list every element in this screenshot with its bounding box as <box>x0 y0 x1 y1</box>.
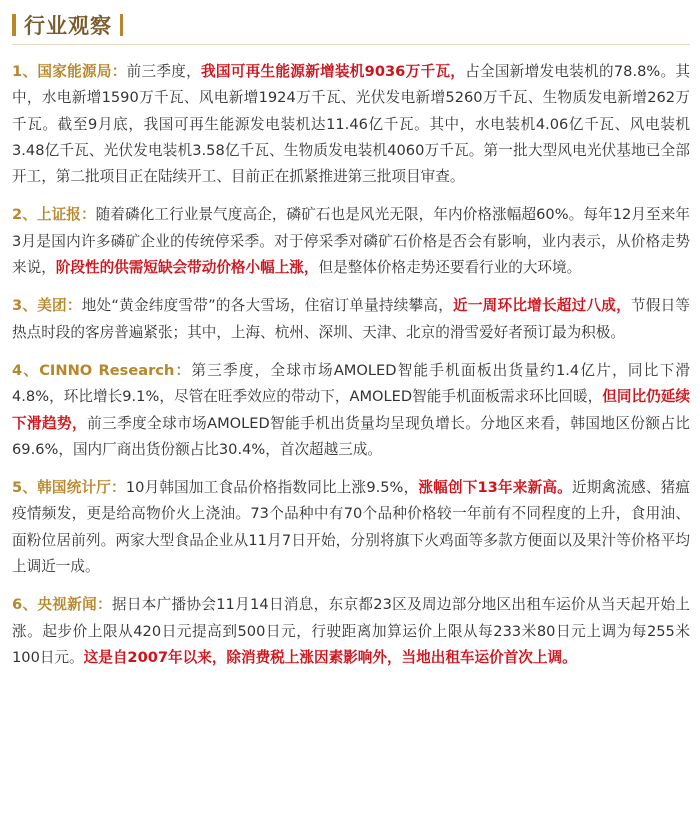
news-item <box>12 293 690 346</box>
highlight-text: 阶段性的供需短缺会带动价格小幅上涨， <box>55 259 319 277</box>
news-item <box>12 475 690 580</box>
body-text: 前三季度全球市场AMOLED智能手机出货量均呈现负增长。分地区来看，韩国地区份额占比69.6%，国内厂商出货份额占比30.4%，首次超越三成。 <box>12 414 690 458</box>
news-source: 1、国家能源局： <box>12 63 127 80</box>
body-text: 占全国新增发电装机的78.8%。其中，水电新增1590万千瓦、风电新增1924万千瓦、光伏发电新增5260万千瓦、生物质发电新增262万千瓦。截至9月底，我国可再生能源发电装机达11.46亿千瓦。其中，水电装机4.06亿千瓦、风电装机3.48亿千瓦、光伏发电装机3.58亿千瓦、生物质发电装机4060万千瓦。第一批大型风电光伏基地已全部开工，第二批项目正在陆续开工、目前正在抓紧推进第三批项目审查。 <box>12 63 690 186</box>
news-list <box>12 59 690 671</box>
body-text: 前三季度， <box>126 63 201 80</box>
news-item <box>12 59 690 190</box>
news-item <box>12 358 690 463</box>
highlight-text: 近一周环比增长超过八成， <box>453 297 631 315</box>
body-text: 近期禽流感、猪瘟疫情频发，更是给高物价火上浇油。73个品种中有70个品种价格较一年前有不同程度的上升，食用油、面粉位居前列。两家大型食品企业从11月7日开始，分别将旗下火鸡面等多款方便面以及果汁等价格平均上调近一成。 <box>12 479 690 576</box>
body-text: 据日本广播协会11月14日消息，东京都23区及周边部分地区出租车运价从当天起开始上涨。起步价上限从420日元提高到500日元，行驶距离加算运价上限从每233米80日元上调为每255米100日元。 <box>12 596 691 666</box>
highlight-text: 这是自2007年以来，除消费税上涨因素影响外，当地出租车运价首次上调。 <box>83 648 577 666</box>
section-header <box>12 6 690 45</box>
news-source: 5、韩国统计厅： <box>12 479 126 497</box>
body-text: 但是整体价格走势还要看行业的大环境。 <box>318 259 582 277</box>
body-text: 地处“黄金纬度雪带”的各大雪场，住宿订单量持续攀高， <box>81 297 454 315</box>
highlight-text: 我国可再生能源新增装机9036万千瓦， <box>201 63 466 80</box>
news-source: 2、上证报： <box>12 206 96 224</box>
section-title: 行业观察 <box>24 14 112 38</box>
body-text: 随着磷化工行业景气度高企，磷矿石也是风光无限，年内价格涨幅超60%。每年12月至来年3月是国内许多磷矿企业的传统停采季。对于停采季对磷矿石价格是否会有影响，业内表示，从价格走势来说， <box>12 206 690 277</box>
body-text: 10月韩国加工食品价格指数同比上涨9.5%， <box>125 479 419 497</box>
news-item <box>12 202 690 281</box>
news-source: 4、CINNO Research： <box>12 361 192 379</box>
news-source: 3、美团： <box>12 297 82 315</box>
news-source: 6、央视新闻： <box>12 596 112 614</box>
news-item <box>12 592 690 671</box>
body-text: 节假日等热点时段的客房普遍紧张；其中，上海、杭州、深圳、天津、北京的滑雪爱好者预订最为积极。 <box>12 297 690 341</box>
header-bar-right <box>120 14 123 36</box>
highlight-text: 但同比仍延续下滑趋势， <box>12 388 690 432</box>
header-bar-left <box>12 14 16 36</box>
body-text: 第三季度，全球市场AMOLED智能手机面板出货量约1.4亿片，同比下滑4.8%，环比增长9.1%，尽管在旺季效应的带动下，AMOLED智能手机面板需求环比回暖， <box>12 361 690 406</box>
highlight-text: 涨幅创下13年来新高。 <box>418 479 572 497</box>
